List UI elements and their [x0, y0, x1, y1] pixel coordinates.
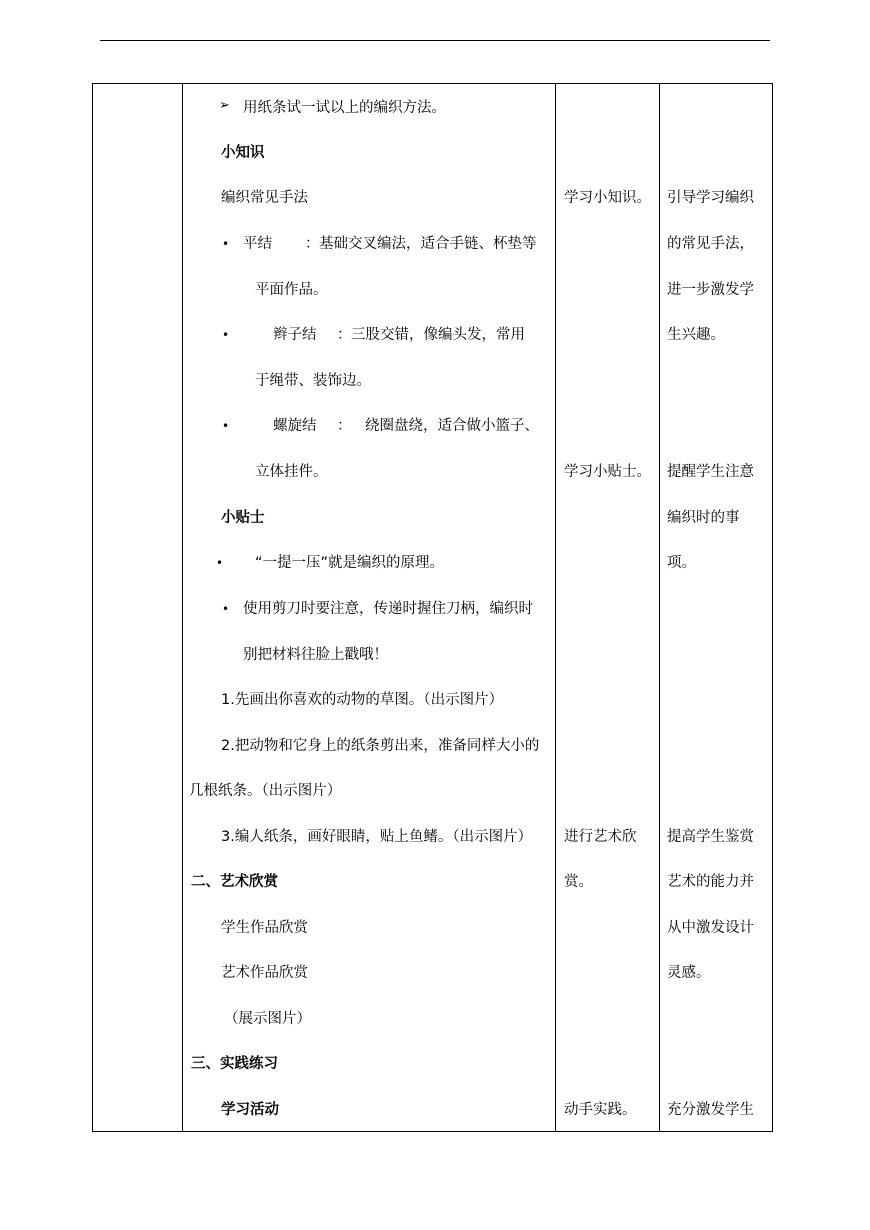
step-line-cont: 几根纸条。（出示图片） [189, 783, 342, 799]
intent-line: 进一步激发学 [667, 282, 754, 298]
intro-line: 用纸条试一试以上的编织方法。 [243, 100, 446, 116]
column-divider [182, 84, 183, 1131]
student-activity: 动手实践。 [564, 1102, 637, 1118]
student-activity: 学习小知识。 [564, 190, 651, 206]
knot-name: 辫子结 [273, 327, 317, 343]
dot-bullet-icon: • [222, 328, 230, 342]
knot-colon: ： [305, 236, 320, 252]
intent-line: 的常见手法， [667, 236, 754, 252]
knot-colon: ： [337, 327, 352, 343]
tip-line: “一提一压”就是编织的原理。 [255, 555, 445, 571]
intent-line: 提醒学生注意 [667, 464, 754, 480]
tip-line: 使用剪刀时要注意，传递时握住刀柄，编织时 [243, 601, 533, 617]
appreciation-item: 艺术作品欣赏 [221, 965, 308, 981]
knot-description-cont: 立体挂件。 [255, 464, 328, 480]
step-line: 3.编人纸条，画好眼睛，贴上鱼鳍。（出示图片） [221, 829, 533, 845]
step-line: 2.把动物和它身上的纸条剪出来，准备同样大小的 [221, 738, 540, 754]
section-heading-appreciation: 二、艺术欣赏 [191, 874, 278, 890]
knot-colon: ： [337, 418, 352, 434]
intent-line: 项。 [667, 555, 696, 571]
knot-name: 螺旋结 [273, 418, 317, 434]
knot-description: 三股交错，像编头发，常用 [351, 327, 525, 343]
header-rule [100, 40, 770, 41]
step-line: 1.先画出你喜欢的动物的草图。（出示图片） [221, 692, 504, 708]
appreciation-item: 学生作品欣赏 [221, 920, 308, 936]
intent-line: 从中激发设计 [667, 920, 754, 936]
intent-line: 提高学生鉴赏 [667, 829, 754, 845]
dot-bullet-icon: • [222, 602, 230, 616]
knot-description-cont: 于绳带、装饰边。 [255, 373, 371, 389]
knot-description: 基础交叉编法，适合手链、杯垫等 [319, 236, 537, 252]
knot-description-cont: 平面作品。 [255, 282, 328, 298]
column-divider [659, 84, 660, 1131]
intent-line: 引导学习编织 [667, 190, 754, 206]
intent-line: 编织时的事 [667, 510, 740, 526]
tips-heading: 小贴士 [221, 510, 265, 526]
tip-line-cont: 别把材料往脸上戳哦！ [243, 647, 388, 663]
student-activity: 进行艺术欣 [564, 829, 637, 845]
intent-line: 生兴趣。 [667, 327, 725, 343]
student-activity-cont: 赏。 [564, 874, 593, 890]
arrow-bullet-icon: ➢ [219, 98, 230, 113]
knot-description: 绕圈盘绕，适合做小篮子、 [365, 418, 539, 434]
intent-line: 灵感。 [667, 965, 711, 981]
student-activity: 学习小贴士。 [564, 464, 651, 480]
dot-bullet-icon: • [222, 237, 230, 251]
intent-line: 充分激发学生 [667, 1102, 754, 1118]
knowledge-subheading: 编织常见手法 [221, 190, 308, 206]
appreciation-item: （展示图片） [224, 1011, 311, 1027]
column-divider [555, 84, 556, 1131]
dot-bullet-icon: • [222, 419, 230, 433]
knot-name: 平结 [243, 236, 272, 252]
dot-bullet-icon: • [216, 556, 224, 570]
practice-item: 学习活动 [221, 1102, 279, 1118]
knowledge-heading: 小知识 [221, 145, 265, 161]
section-heading-practice: 三、实践练习 [191, 1056, 278, 1072]
intent-line: 艺术的能力并 [667, 874, 754, 890]
